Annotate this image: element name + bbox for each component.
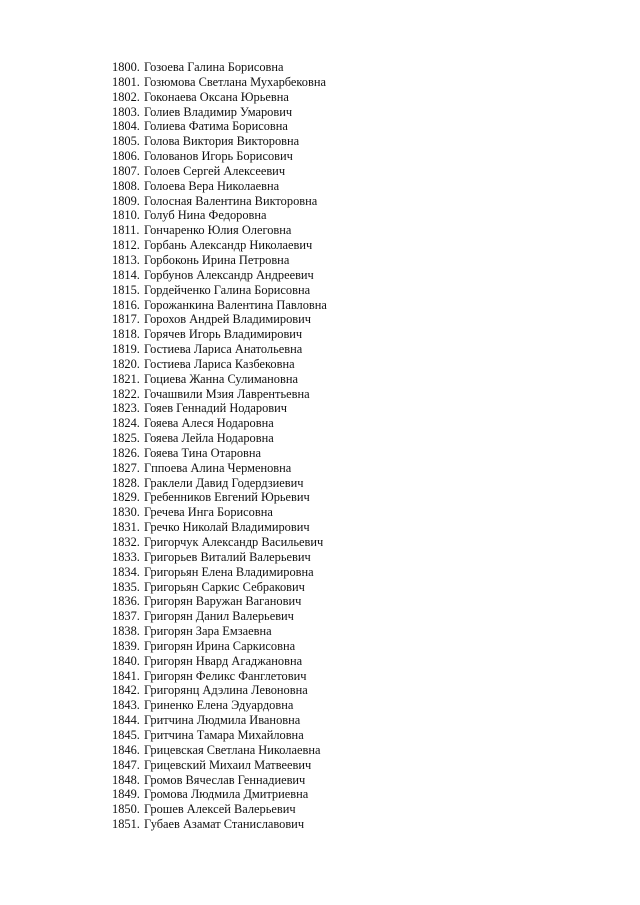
list-item xyxy=(112,298,327,313)
list-item xyxy=(112,401,327,416)
list-item xyxy=(112,238,327,253)
entry-name: Григорян Зара Емзаевна xyxy=(144,624,272,639)
list-item xyxy=(112,416,327,431)
entry-name: Григорян Нвард Агаджановна xyxy=(144,653,303,668)
entry-number: 1851. xyxy=(112,817,140,832)
entry-number: 1817. xyxy=(112,312,140,327)
entry-number: 1820. xyxy=(112,356,140,371)
list-item xyxy=(112,149,327,164)
list-item xyxy=(112,743,327,758)
entry-name: Гояева Алеся Нодаровна xyxy=(144,416,274,431)
entry-number: 1832. xyxy=(112,535,140,549)
entry-number: 1812. xyxy=(112,238,140,253)
list-item xyxy=(112,357,327,372)
entry-name: Григорян Ирина Саркисовна xyxy=(144,638,296,653)
entry-name: Григорьев Виталий Валерьевич xyxy=(144,549,311,564)
entry-number: 1818. xyxy=(112,327,140,342)
entry-number: 1839. xyxy=(112,638,140,653)
entry-number: 1810. xyxy=(112,208,140,223)
entry-number: 1848. xyxy=(112,772,140,787)
list-item xyxy=(112,75,327,90)
entry-name: Гостиева Лариса Анатольевна xyxy=(144,342,303,357)
entry-name: Григорян Варужан Ваганович xyxy=(144,594,302,609)
list-item xyxy=(112,208,327,223)
entry-number: 1815. xyxy=(112,282,140,297)
list-item xyxy=(112,342,327,357)
list-item xyxy=(112,758,327,773)
entry-number: 1825. xyxy=(112,431,140,446)
entry-name: Гозоева Галина Борисовна xyxy=(144,60,284,74)
entry-name: Голиев Владимир Умарович xyxy=(144,104,293,119)
entry-name: Григорчук Александр Васильевич xyxy=(144,535,324,549)
list-item xyxy=(112,624,327,639)
entry-name: Голоева Вера Николаевна xyxy=(144,178,280,193)
entry-name: Гриненко Елена Эдуардовна xyxy=(144,698,294,713)
entry-number: 1806. xyxy=(112,149,140,164)
list-item xyxy=(112,194,327,209)
entry-name: Голосная Валентина Викторовна xyxy=(144,193,318,208)
entry-name: Гозюмова Светлана Мухарбековна xyxy=(144,74,326,89)
list-item xyxy=(112,431,327,446)
list-item xyxy=(112,179,327,194)
list-item xyxy=(112,565,327,580)
entry-number: 1838. xyxy=(112,624,140,639)
list-item xyxy=(112,535,327,550)
list-item xyxy=(112,713,327,728)
entry-number: 1833. xyxy=(112,549,140,564)
list-item xyxy=(112,223,327,238)
entry-number: 1819. xyxy=(112,342,140,357)
entry-number: 1800. xyxy=(112,60,140,74)
entry-number: 1814. xyxy=(112,267,140,282)
list-item xyxy=(112,134,327,149)
entry-number: 1805. xyxy=(112,134,140,149)
list-item xyxy=(112,654,327,669)
entry-number: 1831. xyxy=(112,520,140,535)
entry-name: Громова Людмила Дмитриевна xyxy=(144,787,309,802)
entry-number: 1807. xyxy=(112,163,140,178)
entry-name: Гордейченко Галина Борисовна xyxy=(144,282,311,297)
list-item xyxy=(112,490,327,505)
entry-name: Григорьян Елена Владимировна xyxy=(144,564,314,579)
entry-number: 1811. xyxy=(112,223,140,238)
entry-number: 1809. xyxy=(112,193,140,208)
entry-name: Григорян Данил Валерьевич xyxy=(144,609,294,624)
entry-name: Гречко Николай Владимирович xyxy=(144,520,310,535)
entry-number: 1827. xyxy=(112,460,140,475)
entry-number: 1836. xyxy=(112,594,140,609)
entry-number: 1816. xyxy=(112,297,140,312)
list-item xyxy=(112,327,327,342)
list-item xyxy=(112,594,327,609)
list-item xyxy=(112,639,327,654)
entry-name: Голуб Нина Федоровна xyxy=(144,208,267,223)
list-item xyxy=(112,253,327,268)
entry-name: Горячев Игорь Владимирович xyxy=(144,327,303,342)
entry-number: 1824. xyxy=(112,416,140,431)
entry-name: Громов Вячеслав Геннадиевич xyxy=(144,772,306,787)
entry-number: 1828. xyxy=(112,475,140,490)
entry-name: Горожанкина Валентина Павловна xyxy=(144,297,327,312)
entry-number: 1847. xyxy=(112,757,140,772)
entry-number: 1830. xyxy=(112,505,140,520)
entry-number: 1829. xyxy=(112,490,140,505)
entry-number: 1813. xyxy=(112,252,140,267)
list-item xyxy=(112,609,327,624)
list-item xyxy=(112,683,327,698)
entry-name: Гоконаева Оксана Юрьевна xyxy=(144,89,289,104)
entry-number: 1841. xyxy=(112,668,140,683)
entry-number: 1850. xyxy=(112,802,140,817)
list-item xyxy=(112,505,327,520)
entry-number: 1808. xyxy=(112,178,140,193)
entry-number: 1843. xyxy=(112,698,140,713)
list-item xyxy=(112,372,327,387)
list-item xyxy=(112,550,327,565)
list-item xyxy=(112,580,327,595)
list-item xyxy=(112,787,327,802)
list-item xyxy=(112,446,327,461)
entry-name: Грицевский Михаил Матвеевич xyxy=(144,757,312,772)
entry-name: Гречева Инга Борисовна xyxy=(144,505,273,520)
entry-name: Горбань Александр Николаевич xyxy=(144,238,313,253)
list-item xyxy=(112,60,327,75)
list-item xyxy=(112,461,327,476)
entry-name: Граклели Давид Годердзиевич xyxy=(144,475,304,490)
entry-number: 1845. xyxy=(112,727,140,742)
numbered-name-list xyxy=(112,60,327,832)
entry-number: 1834. xyxy=(112,564,140,579)
entry-name: Грошев Алексей Валерьевич xyxy=(144,802,296,817)
entry-number: 1837. xyxy=(112,609,140,624)
entry-name: Гппоева Алина Черменовна xyxy=(144,460,292,475)
entry-name: Губаев Азамат Станиславович xyxy=(144,817,305,832)
list-item xyxy=(112,312,327,327)
entry-name: Грицевская Светлана Николаевна xyxy=(144,742,321,757)
list-item xyxy=(112,90,327,105)
entry-name: Горбоконь Ирина Петровна xyxy=(144,252,290,267)
list-item xyxy=(112,119,327,134)
entry-number: 1849. xyxy=(112,787,140,802)
list-item xyxy=(112,817,327,832)
entry-number: 1823. xyxy=(112,401,140,416)
entry-name: Гончаренко Юлия Олеговна xyxy=(144,223,292,238)
list-item xyxy=(112,728,327,743)
list-item xyxy=(112,773,327,788)
entry-number: 1803. xyxy=(112,104,140,119)
entry-number: 1844. xyxy=(112,713,140,728)
list-item xyxy=(112,802,327,817)
entry-name: Гояева Лейла Нодаровна xyxy=(144,431,274,446)
entry-number: 1835. xyxy=(112,579,140,594)
list-item xyxy=(112,164,327,179)
entry-name: Гритчина Тамара Михайловна xyxy=(144,727,304,742)
entry-number: 1840. xyxy=(112,653,140,668)
list-item xyxy=(112,476,327,491)
list-item xyxy=(112,105,327,120)
entry-name: Гочашвили Мзия Лаврентьевна xyxy=(144,386,310,401)
list-item xyxy=(112,283,327,298)
entry-number: 1846. xyxy=(112,742,140,757)
entry-number: 1802. xyxy=(112,89,140,104)
entry-name: Григорянц Адэлина Левоновна xyxy=(144,683,308,698)
list-item xyxy=(112,669,327,684)
entry-name: Григорьян Саркис Себракович xyxy=(144,579,305,594)
list-item xyxy=(112,268,327,283)
entry-number: 1821. xyxy=(112,371,140,386)
list-item xyxy=(112,698,327,713)
entry-name: Горбунов Александр Андреевич xyxy=(144,267,314,282)
entry-number: 1842. xyxy=(112,683,140,698)
entry-name: Григорян Феликс Фанглетович xyxy=(144,668,307,683)
entry-name: Гояев Геннадий Нодарович xyxy=(144,401,288,416)
entry-name: Голова Виктория Викторовна xyxy=(144,134,300,149)
entry-number: 1826. xyxy=(112,445,140,460)
entry-name: Гритчина Людмила Ивановна xyxy=(144,713,301,728)
entry-name: Гоциева Жанна Сулимановна xyxy=(144,371,298,386)
entry-number: 1822. xyxy=(112,386,140,401)
entry-name: Голиева Фатима Борисовна xyxy=(144,119,288,134)
entry-name: Горохов Андрей Владимирович xyxy=(144,312,311,327)
list-item xyxy=(112,520,327,535)
entry-name: Гостиева Лариса Казбековна xyxy=(144,356,295,371)
entry-name: Гребенников Евгений Юрьевич xyxy=(144,490,310,505)
entry-name: Гояева Тина Отаровна xyxy=(144,445,262,460)
entry-number: 1801. xyxy=(112,74,140,89)
entry-name: Голоев Сергей Алексеевич xyxy=(144,163,286,178)
list-item xyxy=(112,387,327,402)
entry-number: 1804. xyxy=(112,119,140,134)
entry-name: Голованов Игорь Борисович xyxy=(144,149,293,164)
